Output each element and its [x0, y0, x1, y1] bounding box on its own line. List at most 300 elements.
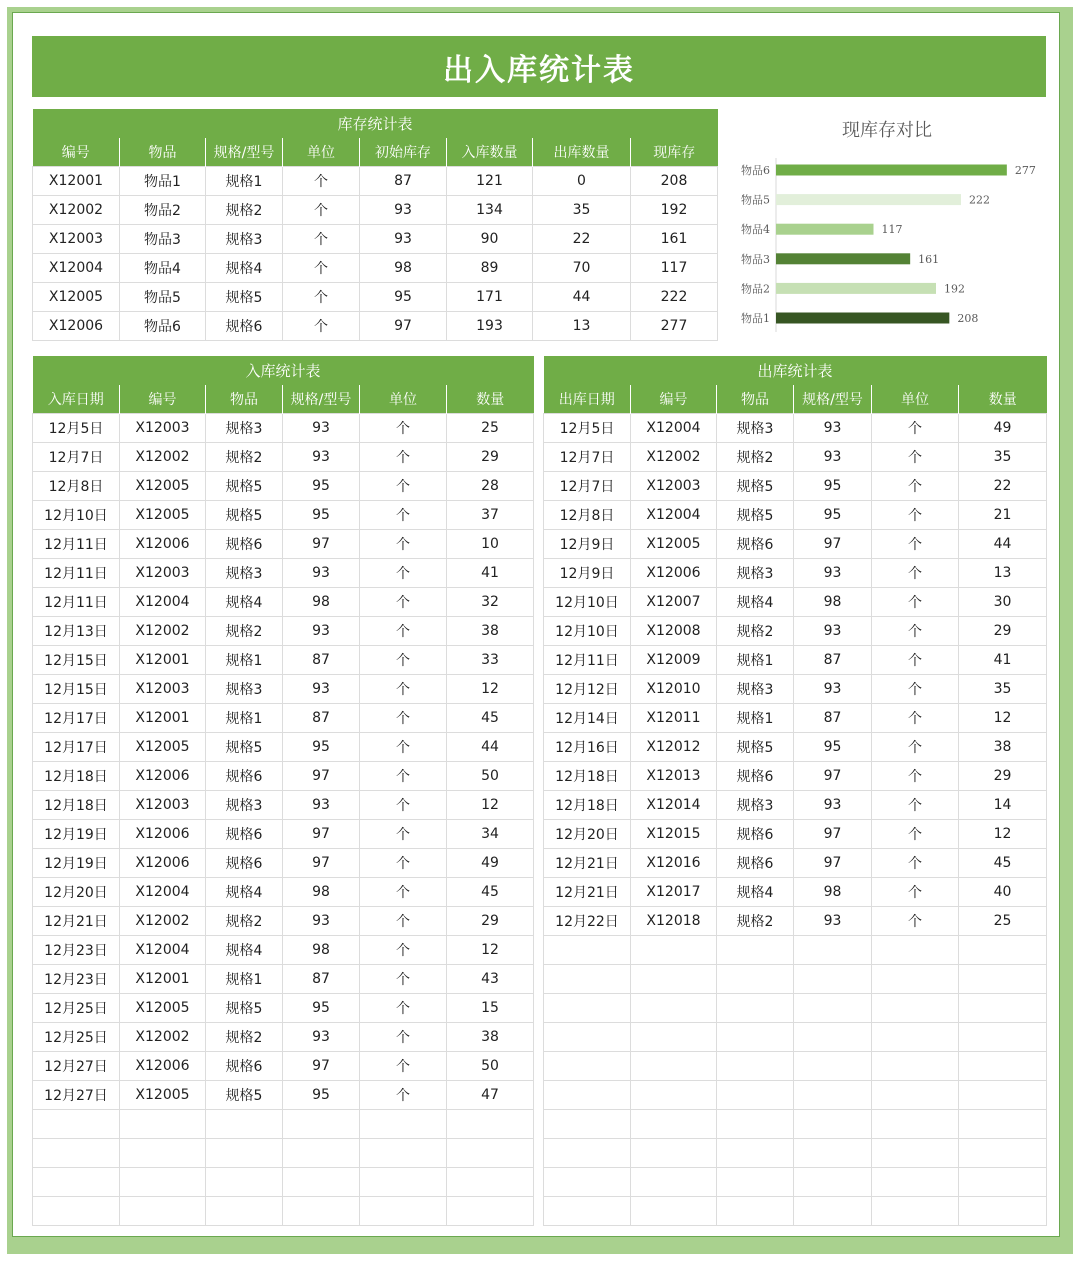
inbound-cell[interactable]: 规格3: [206, 559, 283, 588]
outbound-cell[interactable]: 13: [959, 559, 1047, 588]
inventory-cell[interactable]: 35: [533, 196, 631, 225]
inbound-cell[interactable]: 规格5: [206, 733, 283, 762]
inbound-cell[interactable]: 规格6: [206, 849, 283, 878]
inbound-cell[interactable]: X12003: [120, 675, 206, 704]
outbound-cell[interactable]: [631, 965, 717, 994]
outbound-cell[interactable]: [544, 994, 631, 1023]
outbound-cell[interactable]: 个: [872, 791, 959, 820]
inventory-cell[interactable]: X12006: [33, 312, 120, 341]
outbound-cell[interactable]: [794, 1139, 872, 1168]
outbound-cell[interactable]: 38: [959, 733, 1047, 762]
inbound-cell[interactable]: 33: [447, 646, 534, 675]
inbound-cell[interactable]: 个: [360, 994, 447, 1023]
inbound-cell[interactable]: X12005: [120, 994, 206, 1023]
outbound-cell[interactable]: [794, 1168, 872, 1197]
inbound-cell[interactable]: 97: [283, 762, 360, 791]
outbound-cell[interactable]: 规格6: [717, 849, 794, 878]
outbound-cell[interactable]: [872, 1197, 959, 1226]
outbound-cell[interactable]: 30: [959, 588, 1047, 617]
inventory-cell[interactable]: 98: [360, 254, 447, 283]
inbound-cell[interactable]: 10: [447, 530, 534, 559]
inbound-cell[interactable]: 12月10日: [33, 501, 120, 530]
outbound-cell[interactable]: 29: [959, 762, 1047, 791]
inventory-cell[interactable]: 规格3: [206, 225, 283, 254]
outbound-cell[interactable]: [717, 1081, 794, 1110]
inbound-cell[interactable]: 32: [447, 588, 534, 617]
outbound-cell[interactable]: [872, 1110, 959, 1139]
inventory-cell[interactable]: 物品2: [120, 196, 206, 225]
outbound-cell[interactable]: [959, 1023, 1047, 1052]
inbound-cell[interactable]: 93: [283, 675, 360, 704]
outbound-cell[interactable]: [544, 1139, 631, 1168]
outbound-cell[interactable]: 规格4: [717, 878, 794, 907]
outbound-cell[interactable]: 12月18日: [544, 791, 631, 820]
outbound-cell[interactable]: X12005: [631, 530, 717, 559]
inbound-cell[interactable]: 12月15日: [33, 646, 120, 675]
inbound-cell[interactable]: 47: [447, 1081, 534, 1110]
inbound-cell[interactable]: [360, 1168, 447, 1197]
outbound-cell[interactable]: [717, 1023, 794, 1052]
inbound-cell[interactable]: X12003: [120, 414, 206, 443]
outbound-cell[interactable]: [959, 994, 1047, 1023]
inbound-cell[interactable]: X12005: [120, 501, 206, 530]
inbound-cell[interactable]: 50: [447, 762, 534, 791]
outbound-cell[interactable]: [631, 1197, 717, 1226]
inbound-cell[interactable]: [447, 1168, 534, 1197]
inbound-cell[interactable]: [447, 1139, 534, 1168]
outbound-cell[interactable]: 个: [872, 704, 959, 733]
inbound-cell[interactable]: 38: [447, 617, 534, 646]
outbound-cell[interactable]: X12016: [631, 849, 717, 878]
outbound-cell[interactable]: 12月10日: [544, 617, 631, 646]
outbound-cell[interactable]: X12013: [631, 762, 717, 791]
outbound-cell[interactable]: 个: [872, 501, 959, 530]
inbound-cell[interactable]: 个: [360, 791, 447, 820]
inbound-cell[interactable]: X12001: [120, 965, 206, 994]
outbound-cell[interactable]: 45: [959, 849, 1047, 878]
inventory-cell[interactable]: 208: [631, 167, 718, 196]
outbound-cell[interactable]: 规格6: [717, 762, 794, 791]
outbound-cell[interactable]: [959, 965, 1047, 994]
inbound-cell[interactable]: 29: [447, 443, 534, 472]
outbound-cell[interactable]: [794, 1052, 872, 1081]
inbound-cell[interactable]: 规格6: [206, 762, 283, 791]
outbound-cell[interactable]: 个: [872, 472, 959, 501]
outbound-cell[interactable]: [717, 1110, 794, 1139]
outbound-cell[interactable]: 93: [794, 443, 872, 472]
inbound-cell[interactable]: 12月5日: [33, 414, 120, 443]
inbound-cell[interactable]: 98: [283, 936, 360, 965]
inbound-cell[interactable]: 个: [360, 559, 447, 588]
outbound-cell[interactable]: X12004: [631, 501, 717, 530]
outbound-cell[interactable]: [631, 1023, 717, 1052]
inbound-cell[interactable]: [360, 1197, 447, 1226]
inbound-cell[interactable]: 93: [283, 414, 360, 443]
inbound-cell[interactable]: 规格1: [206, 646, 283, 675]
outbound-cell[interactable]: 40: [959, 878, 1047, 907]
inbound-cell[interactable]: 12月27日: [33, 1052, 120, 1081]
inbound-cell[interactable]: X12003: [120, 791, 206, 820]
outbound-cell[interactable]: [794, 1110, 872, 1139]
outbound-cell[interactable]: [544, 1081, 631, 1110]
inbound-cell[interactable]: 29: [447, 907, 534, 936]
inbound-cell[interactable]: X12003: [120, 559, 206, 588]
outbound-cell[interactable]: 44: [959, 530, 1047, 559]
outbound-cell[interactable]: [794, 936, 872, 965]
outbound-cell[interactable]: 个: [872, 588, 959, 617]
inbound-cell[interactable]: 规格3: [206, 675, 283, 704]
inbound-cell[interactable]: X12006: [120, 762, 206, 791]
outbound-cell[interactable]: [631, 1081, 717, 1110]
inbound-cell[interactable]: X12002: [120, 443, 206, 472]
outbound-cell[interactable]: 规格6: [717, 530, 794, 559]
outbound-cell[interactable]: 规格6: [717, 820, 794, 849]
inbound-cell[interactable]: 34: [447, 820, 534, 849]
outbound-cell[interactable]: 93: [794, 617, 872, 646]
outbound-cell[interactable]: X12014: [631, 791, 717, 820]
inbound-cell[interactable]: 43: [447, 965, 534, 994]
inbound-cell[interactable]: 个: [360, 414, 447, 443]
inventory-cell[interactable]: 个: [283, 283, 360, 312]
outbound-cell[interactable]: 49: [959, 414, 1047, 443]
outbound-cell[interactable]: 个: [872, 675, 959, 704]
inventory-cell[interactable]: 117: [631, 254, 718, 283]
outbound-cell[interactable]: [959, 1052, 1047, 1081]
outbound-cell[interactable]: 22: [959, 472, 1047, 501]
inbound-cell[interactable]: 50: [447, 1052, 534, 1081]
outbound-cell[interactable]: [959, 936, 1047, 965]
outbound-cell[interactable]: 个: [872, 414, 959, 443]
outbound-cell[interactable]: [717, 1052, 794, 1081]
outbound-cell[interactable]: X12004: [631, 414, 717, 443]
outbound-cell[interactable]: 规格5: [717, 501, 794, 530]
inventory-cell[interactable]: 物品4: [120, 254, 206, 283]
inbound-cell[interactable]: 49: [447, 849, 534, 878]
inventory-cell[interactable]: 物品5: [120, 283, 206, 312]
outbound-cell[interactable]: [631, 1139, 717, 1168]
inbound-cell[interactable]: 12月19日: [33, 849, 120, 878]
inventory-cell[interactable]: X12002: [33, 196, 120, 225]
inbound-cell[interactable]: 97: [283, 820, 360, 849]
inbound-cell[interactable]: [283, 1110, 360, 1139]
inbound-cell[interactable]: 规格4: [206, 878, 283, 907]
inbound-cell[interactable]: 规格5: [206, 1081, 283, 1110]
outbound-cell[interactable]: [794, 994, 872, 1023]
inbound-cell[interactable]: X12002: [120, 1023, 206, 1052]
inbound-cell[interactable]: 44: [447, 733, 534, 762]
inbound-cell[interactable]: 个: [360, 588, 447, 617]
inbound-cell[interactable]: X12004: [120, 588, 206, 617]
inbound-cell[interactable]: 个: [360, 617, 447, 646]
inbound-cell[interactable]: X12001: [120, 704, 206, 733]
outbound-cell[interactable]: [872, 1052, 959, 1081]
inventory-cell[interactable]: 193: [447, 312, 533, 341]
outbound-cell[interactable]: 95: [794, 733, 872, 762]
inventory-cell[interactable]: 物品1: [120, 167, 206, 196]
outbound-cell[interactable]: 个: [872, 530, 959, 559]
inbound-cell[interactable]: [120, 1139, 206, 1168]
outbound-cell[interactable]: 21: [959, 501, 1047, 530]
outbound-cell[interactable]: [872, 1168, 959, 1197]
inbound-cell[interactable]: 规格5: [206, 994, 283, 1023]
inventory-cell[interactable]: 222: [631, 283, 718, 312]
inbound-cell[interactable]: 个: [360, 443, 447, 472]
inbound-cell[interactable]: [206, 1110, 283, 1139]
inventory-cell[interactable]: 70: [533, 254, 631, 283]
outbound-cell[interactable]: 规格4: [717, 588, 794, 617]
inbound-cell[interactable]: 93: [283, 443, 360, 472]
inbound-cell[interactable]: 个: [360, 907, 447, 936]
inbound-cell[interactable]: 12月20日: [33, 878, 120, 907]
inbound-cell[interactable]: 12月27日: [33, 1081, 120, 1110]
inbound-cell[interactable]: 个: [360, 704, 447, 733]
outbound-cell[interactable]: 个: [872, 646, 959, 675]
outbound-cell[interactable]: X12018: [631, 907, 717, 936]
inventory-cell[interactable]: 44: [533, 283, 631, 312]
outbound-cell[interactable]: [872, 1023, 959, 1052]
outbound-cell[interactable]: [959, 1197, 1047, 1226]
inventory-cell[interactable]: 规格2: [206, 196, 283, 225]
outbound-cell[interactable]: 个: [872, 907, 959, 936]
inbound-cell[interactable]: 个: [360, 675, 447, 704]
outbound-cell[interactable]: [959, 1168, 1047, 1197]
inbound-cell[interactable]: X12006: [120, 1052, 206, 1081]
outbound-cell[interactable]: [872, 1139, 959, 1168]
outbound-cell[interactable]: [544, 1197, 631, 1226]
inventory-cell[interactable]: 93: [360, 225, 447, 254]
inbound-cell[interactable]: 97: [283, 530, 360, 559]
inventory-cell[interactable]: 192: [631, 196, 718, 225]
inventory-cell[interactable]: 个: [283, 254, 360, 283]
outbound-cell[interactable]: [794, 1197, 872, 1226]
outbound-cell[interactable]: 规格1: [717, 704, 794, 733]
inbound-cell[interactable]: X12002: [120, 907, 206, 936]
outbound-cell[interactable]: X12009: [631, 646, 717, 675]
inbound-cell[interactable]: 12月23日: [33, 965, 120, 994]
inventory-cell[interactable]: 171: [447, 283, 533, 312]
inbound-cell[interactable]: 87: [283, 646, 360, 675]
outbound-cell[interactable]: 规格2: [717, 617, 794, 646]
outbound-cell[interactable]: [794, 965, 872, 994]
outbound-cell[interactable]: 35: [959, 675, 1047, 704]
outbound-cell[interactable]: X12006: [631, 559, 717, 588]
inbound-cell[interactable]: 95: [283, 994, 360, 1023]
inbound-cell[interactable]: 93: [283, 617, 360, 646]
inventory-cell[interactable]: 13: [533, 312, 631, 341]
inventory-cell[interactable]: 97: [360, 312, 447, 341]
outbound-cell[interactable]: 规格5: [717, 733, 794, 762]
outbound-cell[interactable]: 个: [872, 443, 959, 472]
inbound-cell[interactable]: [360, 1110, 447, 1139]
outbound-cell[interactable]: [717, 965, 794, 994]
inbound-cell[interactable]: 15: [447, 994, 534, 1023]
inventory-cell[interactable]: 89: [447, 254, 533, 283]
inbound-cell[interactable]: 12月11日: [33, 588, 120, 617]
outbound-cell[interactable]: 规格3: [717, 559, 794, 588]
inbound-cell[interactable]: 12月11日: [33, 530, 120, 559]
inbound-cell[interactable]: 95: [283, 472, 360, 501]
inbound-cell[interactable]: 12: [447, 936, 534, 965]
inventory-cell[interactable]: 个: [283, 167, 360, 196]
outbound-cell[interactable]: 12月22日: [544, 907, 631, 936]
inbound-cell[interactable]: 25: [447, 414, 534, 443]
inbound-cell[interactable]: 规格1: [206, 965, 283, 994]
inventory-cell[interactable]: 22: [533, 225, 631, 254]
inbound-cell[interactable]: 87: [283, 965, 360, 994]
outbound-cell[interactable]: 12月21日: [544, 878, 631, 907]
outbound-cell[interactable]: 规格1: [717, 646, 794, 675]
inbound-cell[interactable]: X12005: [120, 472, 206, 501]
inbound-cell[interactable]: [33, 1139, 120, 1168]
inbound-cell[interactable]: 37: [447, 501, 534, 530]
inventory-cell[interactable]: 121: [447, 167, 533, 196]
inbound-cell[interactable]: [120, 1197, 206, 1226]
outbound-cell[interactable]: 93: [794, 907, 872, 936]
inbound-cell[interactable]: X12004: [120, 878, 206, 907]
outbound-cell[interactable]: [872, 994, 959, 1023]
outbound-cell[interactable]: X12003: [631, 472, 717, 501]
inbound-cell[interactable]: [120, 1168, 206, 1197]
outbound-cell[interactable]: 规格2: [717, 907, 794, 936]
outbound-cell[interactable]: 93: [794, 791, 872, 820]
outbound-cell[interactable]: X12002: [631, 443, 717, 472]
inbound-cell[interactable]: 98: [283, 588, 360, 617]
outbound-cell[interactable]: X12012: [631, 733, 717, 762]
outbound-cell[interactable]: 规格5: [717, 472, 794, 501]
outbound-cell[interactable]: 25: [959, 907, 1047, 936]
outbound-cell[interactable]: 12月5日: [544, 414, 631, 443]
outbound-cell[interactable]: 规格3: [717, 414, 794, 443]
inbound-cell[interactable]: [33, 1168, 120, 1197]
outbound-cell[interactable]: 12月18日: [544, 762, 631, 791]
inbound-cell[interactable]: 41: [447, 559, 534, 588]
outbound-cell[interactable]: X12017: [631, 878, 717, 907]
inbound-cell[interactable]: 12月15日: [33, 675, 120, 704]
inbound-cell[interactable]: 95: [283, 501, 360, 530]
outbound-cell[interactable]: 12月8日: [544, 501, 631, 530]
outbound-cell[interactable]: 87: [794, 704, 872, 733]
inventory-cell[interactable]: X12004: [33, 254, 120, 283]
outbound-cell[interactable]: [872, 965, 959, 994]
inventory-cell[interactable]: 95: [360, 283, 447, 312]
outbound-cell[interactable]: 个: [872, 733, 959, 762]
inbound-cell[interactable]: 12月17日: [33, 733, 120, 762]
outbound-cell[interactable]: 个: [872, 849, 959, 878]
outbound-cell[interactable]: 规格2: [717, 443, 794, 472]
inbound-cell[interactable]: 个: [360, 1052, 447, 1081]
outbound-cell[interactable]: [631, 994, 717, 1023]
inventory-cell[interactable]: 161: [631, 225, 718, 254]
outbound-cell[interactable]: 个: [872, 762, 959, 791]
inbound-cell[interactable]: [283, 1197, 360, 1226]
inbound-cell[interactable]: [120, 1110, 206, 1139]
inbound-cell[interactable]: 12月7日: [33, 443, 120, 472]
inbound-cell[interactable]: 规格4: [206, 588, 283, 617]
outbound-cell[interactable]: 个: [872, 617, 959, 646]
inventory-cell[interactable]: 个: [283, 312, 360, 341]
inbound-cell[interactable]: 28: [447, 472, 534, 501]
outbound-cell[interactable]: [794, 1023, 872, 1052]
outbound-cell[interactable]: X12011: [631, 704, 717, 733]
outbound-cell[interactable]: X12008: [631, 617, 717, 646]
outbound-cell[interactable]: 12月20日: [544, 820, 631, 849]
outbound-cell[interactable]: [717, 1139, 794, 1168]
outbound-cell[interactable]: 12月9日: [544, 530, 631, 559]
inventory-cell[interactable]: X12003: [33, 225, 120, 254]
outbound-cell[interactable]: [631, 1052, 717, 1081]
outbound-cell[interactable]: [631, 1168, 717, 1197]
inbound-cell[interactable]: 个: [360, 733, 447, 762]
outbound-cell[interactable]: [717, 1168, 794, 1197]
outbound-cell[interactable]: 29: [959, 617, 1047, 646]
inbound-cell[interactable]: 个: [360, 820, 447, 849]
inbound-cell[interactable]: X12006: [120, 820, 206, 849]
outbound-cell[interactable]: [544, 1052, 631, 1081]
outbound-cell[interactable]: [959, 1139, 1047, 1168]
inventory-cell[interactable]: 规格1: [206, 167, 283, 196]
inventory-cell[interactable]: 93: [360, 196, 447, 225]
outbound-cell[interactable]: 98: [794, 878, 872, 907]
inbound-cell[interactable]: 个: [360, 849, 447, 878]
outbound-cell[interactable]: 12月14日: [544, 704, 631, 733]
outbound-cell[interactable]: [544, 1168, 631, 1197]
outbound-cell[interactable]: 12月12日: [544, 675, 631, 704]
inventory-cell[interactable]: 0: [533, 167, 631, 196]
inbound-cell[interactable]: 个: [360, 1081, 447, 1110]
inbound-cell[interactable]: 个: [360, 965, 447, 994]
outbound-cell[interactable]: 12: [959, 820, 1047, 849]
inbound-cell[interactable]: [283, 1168, 360, 1197]
outbound-cell[interactable]: 95: [794, 472, 872, 501]
outbound-cell[interactable]: 规格3: [717, 791, 794, 820]
inbound-cell[interactable]: 规格5: [206, 501, 283, 530]
outbound-cell[interactable]: 个: [872, 559, 959, 588]
inbound-cell[interactable]: [33, 1110, 120, 1139]
inbound-cell[interactable]: 个: [360, 1023, 447, 1052]
inbound-cell[interactable]: 规格2: [206, 443, 283, 472]
inbound-cell[interactable]: 12: [447, 791, 534, 820]
outbound-cell[interactable]: [717, 936, 794, 965]
inbound-cell[interactable]: 12月18日: [33, 762, 120, 791]
inbound-cell[interactable]: 规格2: [206, 907, 283, 936]
inventory-cell[interactable]: 134: [447, 196, 533, 225]
inbound-cell[interactable]: 规格5: [206, 472, 283, 501]
inbound-cell[interactable]: 12月25日: [33, 994, 120, 1023]
outbound-cell[interactable]: [717, 994, 794, 1023]
inbound-cell[interactable]: 个: [360, 762, 447, 791]
inbound-cell[interactable]: 12月19日: [33, 820, 120, 849]
inventory-cell[interactable]: 87: [360, 167, 447, 196]
outbound-cell[interactable]: [631, 1110, 717, 1139]
outbound-cell[interactable]: [959, 1110, 1047, 1139]
inventory-cell[interactable]: X12001: [33, 167, 120, 196]
inbound-cell[interactable]: [206, 1168, 283, 1197]
inbound-cell[interactable]: X12006: [120, 849, 206, 878]
inbound-cell[interactable]: 规格2: [206, 617, 283, 646]
inbound-cell[interactable]: 12月11日: [33, 559, 120, 588]
outbound-cell[interactable]: 12月10日: [544, 588, 631, 617]
inbound-cell[interactable]: 12月23日: [33, 936, 120, 965]
inbound-cell[interactable]: 规格3: [206, 791, 283, 820]
outbound-cell[interactable]: 规格3: [717, 675, 794, 704]
inbound-cell[interactable]: 98: [283, 878, 360, 907]
inbound-cell[interactable]: [447, 1197, 534, 1226]
inbound-cell[interactable]: 97: [283, 1052, 360, 1081]
inbound-cell[interactable]: 规格3: [206, 414, 283, 443]
outbound-cell[interactable]: [544, 936, 631, 965]
outbound-cell[interactable]: [631, 936, 717, 965]
inventory-cell[interactable]: 规格5: [206, 283, 283, 312]
